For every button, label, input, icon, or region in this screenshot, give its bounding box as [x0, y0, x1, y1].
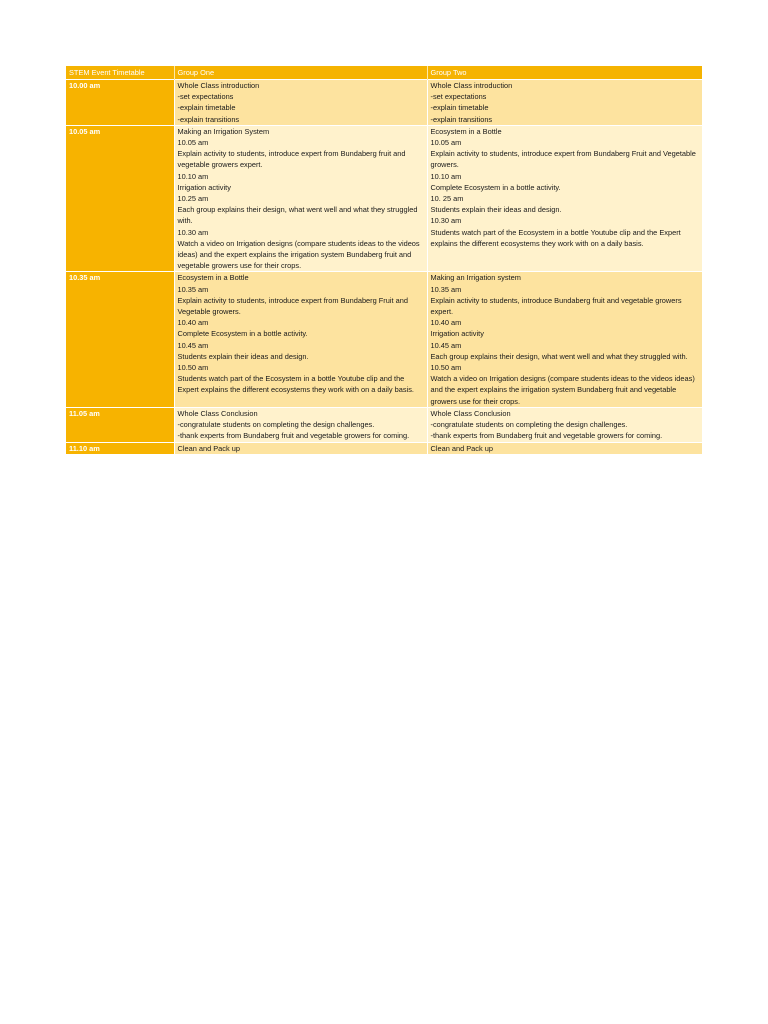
header-timetable: STEM Event Timetable — [66, 66, 174, 80]
cell-line: Whole Class introduction — [177, 81, 260, 90]
cell-line: 10.35 am — [430, 284, 462, 294]
cell-line: 10.30 am — [430, 216, 462, 226]
cell-line: -explain timetable — [430, 103, 489, 113]
group-one-cell — [174, 272, 427, 407]
cell-line: -congratulate students on completing the design challenges. — [430, 420, 628, 430]
cell-line: Clean and Pack up — [177, 443, 240, 453]
cell-line: Explain activity to students, introduce expert from Bundaberg Fruit and Vegetable growers. — [430, 149, 696, 170]
cell-line: 10.40 am — [177, 318, 209, 328]
cell-line: Complete Ecosystem in a bottle activity. — [430, 182, 561, 192]
time-cell: 11.10 am — [66, 442, 174, 454]
cell-line: Students explain their ideas and design. — [177, 351, 309, 361]
cell-line: -set expectations — [430, 92, 487, 102]
cell-line: Clean and Pack up — [430, 443, 493, 453]
cell-line: 10.35 am — [177, 284, 209, 294]
cell-line: Ecosystem in a Bottle — [430, 126, 502, 136]
cell-line: 10.50 am — [430, 363, 462, 373]
cell-line: 10.45 am — [177, 340, 209, 350]
cell-line: -thank experts from Bundaberg fruit and vegetable growers for coming. — [430, 431, 663, 441]
cell-line: Each group explains their design, what went well and what they struggled with. — [430, 351, 688, 361]
cell-line: Whole Class Conclusion — [430, 408, 511, 418]
cell-line: Watch a video on Irrigation designs (compare students ideas to the videos ideas) and the expert explains the irrigation system Bundaberg fruit and vegetable growers use for their crops. — [430, 374, 695, 406]
table-row — [66, 272, 702, 407]
cell-line: 10. 25 am — [430, 194, 464, 204]
cell-line: 10.45 am — [430, 340, 462, 350]
cell-line: -thank experts from Bundaberg fruit and vegetable growers for coming. — [177, 431, 410, 441]
cell-line: -set expectations — [177, 92, 234, 102]
table-row — [66, 80, 702, 126]
cell-line: Students watch part of the Ecosystem in a bottle Youtube clip and the Expert explains the different ecosystems they work with on a daily basis. — [430, 227, 681, 248]
header-group-one: Group One — [174, 66, 427, 80]
time-cell: 10.05 am — [66, 125, 174, 272]
cell-line: Each group explains their design, what went well and what they struggled with. — [177, 205, 418, 226]
cell-line: Making an Irrigation system — [430, 273, 521, 283]
cell-line: 10.05 am — [430, 138, 462, 148]
cell-line: Explain activity to students, introduce expert from Bundaberg fruit and vegetable growers expert. — [177, 149, 406, 170]
group-one-cell — [174, 442, 427, 454]
cell-line: 10.10 am — [177, 171, 209, 181]
group-two-cell — [427, 125, 702, 272]
table-row — [66, 407, 702, 442]
group-two-cell — [427, 407, 702, 442]
table-row — [66, 442, 702, 454]
time-cell: 10.35 am — [66, 272, 174, 407]
group-one-cell — [174, 80, 427, 126]
cell-line: Complete Ecosystem in a bottle activity. — [177, 329, 308, 339]
cell-line: Ecosystem in a Bottle — [177, 273, 249, 283]
group-one-cell — [174, 125, 427, 272]
group-two-cell — [427, 442, 702, 454]
cell-line: Whole Class Conclusion — [177, 408, 258, 418]
cell-line: Explain activity to students, introduce expert from Bundaberg Fruit and Vegetable growers. — [177, 295, 408, 317]
group-two-cell — [427, 272, 702, 407]
time-cell: 10.00 am — [66, 80, 174, 126]
cell-line: Explain activity to students, introduce Bundaberg fruit and vegetable growers expert. — [430, 295, 682, 317]
cell-line: Whole Class introduction — [430, 81, 513, 90]
cell-line: 10.30 am — [177, 227, 209, 237]
cell-line: Watch a video on Irrigation designs (compare students ideas to the videos ideas) and the expert explains the irrigation system Bundaberg fruit and vegetable growers use for their crops. — [177, 238, 420, 271]
cell-line: Irrigation activity — [177, 182, 231, 192]
time-cell: 11.05 am — [66, 407, 174, 442]
header-group-two: Group Two — [427, 66, 702, 80]
cell-line: Students watch part of the Ecosystem in a bottle Youtube clip and the Expert explains the different ecosystems they work with on a daily basis. — [177, 374, 414, 395]
header-row — [66, 66, 702, 80]
group-two-cell — [427, 80, 702, 126]
table-row — [66, 125, 702, 272]
cell-line: 10.25 am — [177, 194, 209, 204]
cell-line: -explain transitions — [430, 114, 493, 124]
cell-line: -congratulate students on completing the design challenges. — [177, 420, 375, 430]
cell-line: 10.10 am — [430, 171, 462, 181]
cell-line: Students explain their ideas and design. — [430, 205, 562, 215]
cell-line: -explain transitions — [177, 114, 240, 124]
group-one-cell — [174, 407, 427, 442]
timetable — [66, 66, 702, 454]
cell-line: -explain timetable — [177, 103, 236, 113]
cell-line: Irrigation activity — [430, 329, 484, 339]
cell-line: 10.05 am — [177, 138, 209, 148]
cell-line: Making an Irrigation System — [177, 126, 270, 136]
cell-line: 10.40 am — [430, 318, 462, 328]
cell-line: 10.50 am — [177, 363, 209, 373]
